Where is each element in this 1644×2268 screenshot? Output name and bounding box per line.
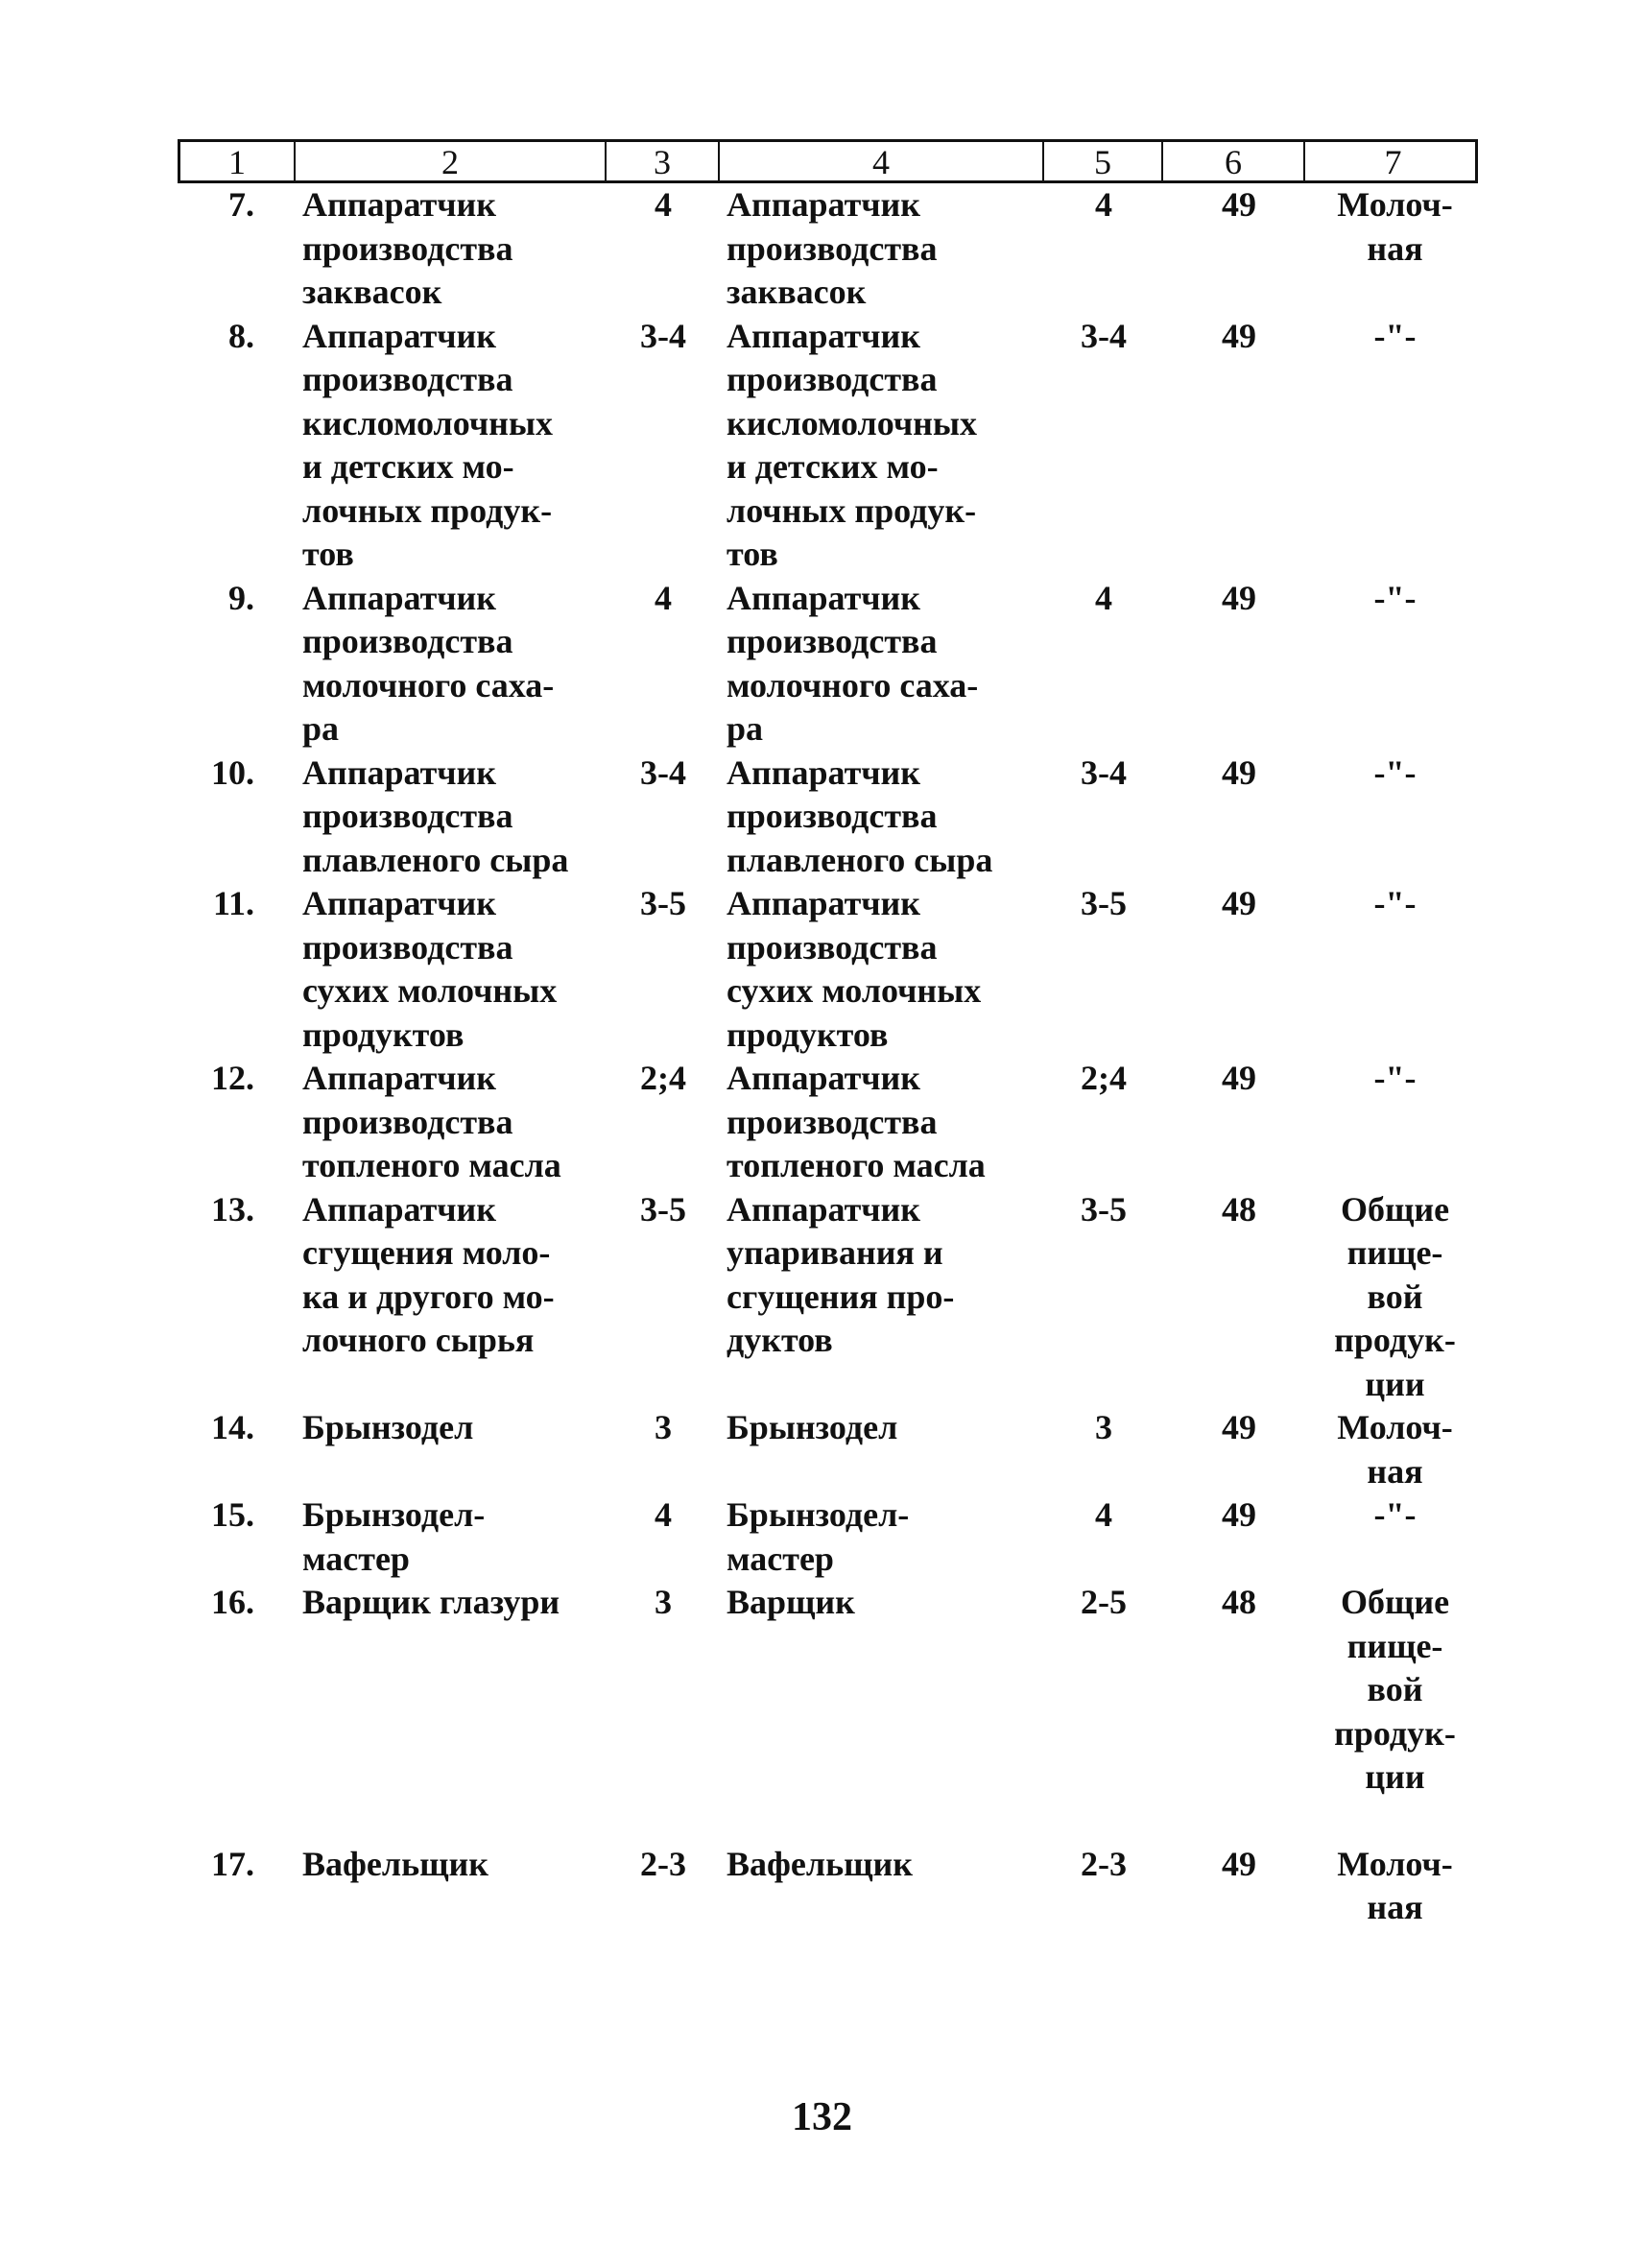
header-cell-6: 6 bbox=[1161, 142, 1303, 182]
table-row bbox=[178, 1843, 1478, 1930]
profession-name: Аппаратчик производства кисломолочных и детских мо- лочных продук- тов bbox=[302, 316, 553, 573]
profession-name: Вафельщик bbox=[302, 1844, 489, 1883]
table-row bbox=[178, 577, 1478, 752]
new-profession-grade: 4 bbox=[1095, 185, 1112, 224]
issue-number: 49 bbox=[1222, 1495, 1256, 1534]
professions-table bbox=[178, 139, 1478, 1930]
header-cell-4: 4 bbox=[718, 142, 1042, 182]
row-number: 11. bbox=[212, 884, 254, 922]
profession-grade: 4 bbox=[655, 185, 672, 224]
row-number: 15. bbox=[211, 1495, 254, 1534]
row-number: 9. bbox=[228, 578, 254, 617]
row-number: 8. bbox=[228, 316, 254, 355]
new-profession-grade: 4 bbox=[1095, 578, 1112, 617]
header-cell-5: 5 bbox=[1042, 142, 1161, 182]
issue-number: 49 bbox=[1222, 752, 1256, 792]
new-profession-name: Аппаратчик упаривания и сгущения про- дуктов bbox=[727, 1189, 955, 1359]
section-name: Молоч- ная bbox=[1337, 185, 1453, 268]
profession-grade: 2-3 bbox=[640, 1844, 686, 1883]
header-cell-1: 1 bbox=[228, 143, 246, 181]
row-number: 13. bbox=[211, 1189, 254, 1229]
profession-name: Аппаратчик производства плавленого сыра bbox=[302, 752, 569, 879]
profession-name: Аппаратчик производства топленого масла bbox=[302, 1059, 561, 1184]
section-name: Молоч- ная bbox=[1337, 1844, 1453, 1926]
profession-grade: 3-4 bbox=[640, 752, 686, 792]
section-name: Молоч- ная bbox=[1337, 1408, 1453, 1491]
new-profession-grade: 2;4 bbox=[1081, 1059, 1127, 1097]
issue-number: 49 bbox=[1222, 1059, 1256, 1097]
profession-grade: 3-4 bbox=[640, 316, 686, 355]
new-profession-grade: 3-4 bbox=[1081, 316, 1127, 355]
table-row bbox=[178, 315, 1478, 577]
section-name: -"- bbox=[1373, 752, 1417, 792]
table-row bbox=[178, 882, 1478, 1057]
new-profession-name: Аппаратчик производства молочного саха- ра bbox=[727, 578, 979, 748]
profession-grade: 3-5 bbox=[640, 884, 686, 922]
profession-name: Варщик глазури bbox=[302, 1583, 560, 1621]
table-row bbox=[178, 752, 1478, 883]
table-body bbox=[178, 183, 1478, 1930]
new-profession-grade: 4 bbox=[1095, 1495, 1112, 1534]
section-name: -"- bbox=[1373, 1059, 1417, 1097]
table-row bbox=[178, 1188, 1478, 1407]
table-header bbox=[178, 139, 1478, 183]
section-name: Общие пище- вой продук- ции bbox=[1334, 1583, 1456, 1796]
profession-grade: 4 bbox=[655, 1495, 672, 1534]
issue-number: 49 bbox=[1222, 1844, 1256, 1883]
new-profession-grade: 3-4 bbox=[1081, 752, 1127, 792]
section-name: -"- bbox=[1373, 1495, 1417, 1534]
row-number: 17. bbox=[211, 1844, 254, 1883]
new-profession-grade: 2-3 bbox=[1081, 1844, 1127, 1883]
header-cell-7: 7 bbox=[1303, 142, 1481, 182]
issue-number: 49 bbox=[1222, 884, 1256, 922]
issue-number: 49 bbox=[1222, 1408, 1256, 1446]
new-profession-grade: 3-5 bbox=[1081, 884, 1127, 922]
new-profession-name: Аппаратчик производства топленого масла bbox=[727, 1059, 986, 1184]
header-cell-2: 2 bbox=[294, 142, 605, 182]
table-row bbox=[178, 183, 1478, 315]
profession-grade: 3 bbox=[655, 1583, 672, 1621]
profession-grade: 3 bbox=[655, 1408, 672, 1446]
new-profession-name: Варщик bbox=[727, 1583, 855, 1621]
profession-name: Брынзодел bbox=[302, 1408, 474, 1446]
new-profession-grade: 3-5 bbox=[1081, 1189, 1127, 1229]
row-number: 7. bbox=[228, 185, 254, 224]
row-number: 10. bbox=[211, 752, 254, 792]
new-profession-name: Аппаратчик производства кисломолочных и детских мо- лочных продук- тов bbox=[727, 316, 977, 573]
table-row bbox=[178, 1581, 1478, 1800]
new-profession-name: Брынзодел- мастер bbox=[727, 1495, 910, 1578]
issue-number: 48 bbox=[1222, 1583, 1256, 1621]
row-number: 14. bbox=[211, 1408, 254, 1446]
profession-name: Аппаратчик производства сухих молочных продуктов bbox=[302, 884, 558, 1054]
new-profession-name: Брынзодел bbox=[727, 1408, 898, 1446]
section-name: -"- bbox=[1373, 884, 1417, 922]
profession-grade: 3-5 bbox=[640, 1189, 686, 1229]
issue-number: 49 bbox=[1222, 316, 1256, 355]
new-profession-name: Вафельщик bbox=[727, 1844, 914, 1883]
issue-number: 49 bbox=[1222, 578, 1256, 617]
profession-grade: 2;4 bbox=[640, 1059, 686, 1097]
issue-number: 48 bbox=[1222, 1189, 1256, 1229]
issue-number: 49 bbox=[1222, 185, 1256, 224]
section-name: -"- bbox=[1373, 578, 1417, 617]
new-profession-grade: 2-5 bbox=[1081, 1583, 1127, 1621]
new-profession-name: Аппаратчик производства заквасок bbox=[727, 185, 938, 311]
section-name: Общие пище- вой продук- ции bbox=[1334, 1189, 1456, 1403]
table-row bbox=[178, 1057, 1478, 1188]
row-number: 16. bbox=[211, 1583, 254, 1621]
table-row bbox=[178, 1406, 1478, 1493]
profession-name: Брынзодел- мастер bbox=[302, 1495, 486, 1578]
table-row bbox=[178, 1493, 1478, 1581]
new-profession-name: Аппаратчик производства плавленого сыра bbox=[727, 752, 993, 879]
new-profession-grade: 3 bbox=[1095, 1408, 1112, 1446]
profession-name: Аппаратчик производства молочного саха- ра bbox=[302, 578, 555, 748]
profession-name: Аппаратчик производства заквасок bbox=[302, 185, 513, 311]
header-cell-3: 3 bbox=[605, 142, 718, 182]
profession-name: Аппаратчик сгущения моло- ка и другого мо- лочного сырья bbox=[302, 1189, 555, 1359]
profession-grade: 4 bbox=[655, 578, 672, 617]
row-number: 12. bbox=[211, 1059, 254, 1097]
section-name: -"- bbox=[1373, 316, 1417, 355]
new-profession-name: Аппаратчик производства сухих молочных продуктов bbox=[727, 884, 982, 1054]
page-number: 132 bbox=[792, 2095, 852, 2139]
